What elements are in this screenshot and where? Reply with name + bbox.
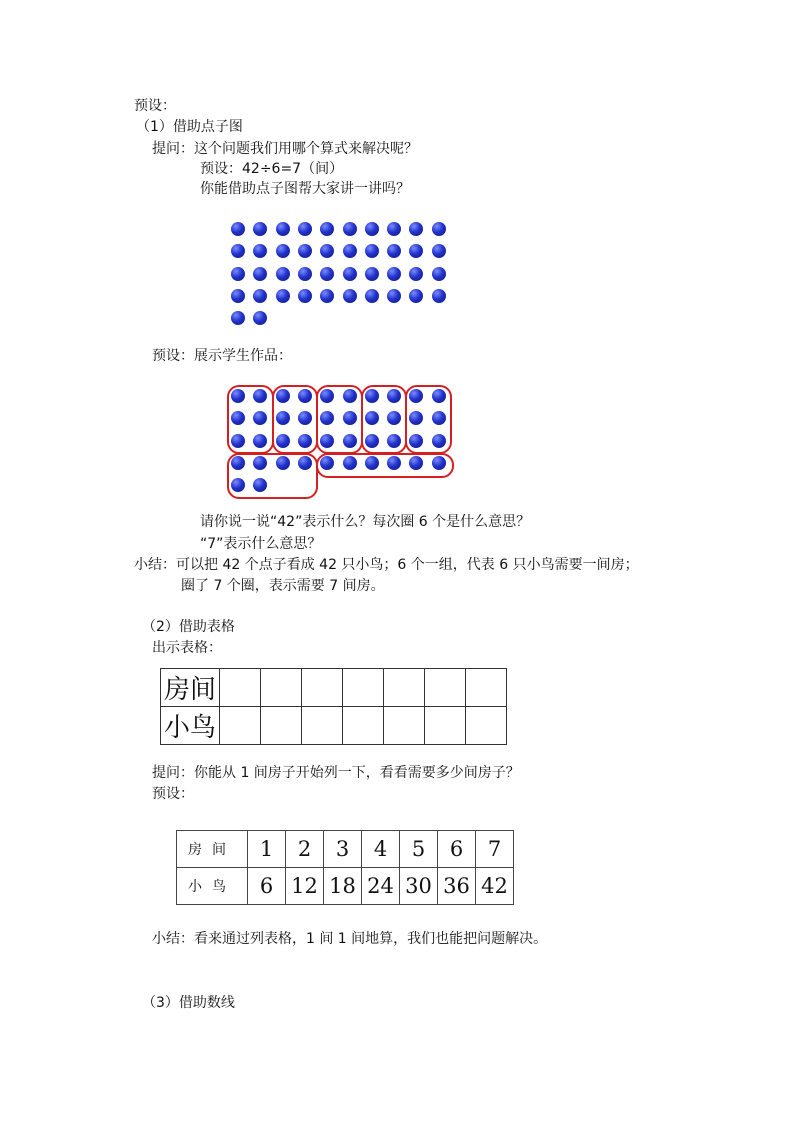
bird-cell: 24 bbox=[362, 868, 400, 905]
group-loop bbox=[227, 385, 274, 454]
dot bbox=[320, 222, 334, 236]
row-label-birds: 小鸟 bbox=[177, 868, 248, 905]
bird-cell: 18 bbox=[324, 868, 362, 905]
empty-cell bbox=[302, 707, 343, 745]
empty-cell bbox=[220, 707, 261, 745]
room-cell: 2 bbox=[286, 831, 324, 868]
dot bbox=[320, 244, 334, 258]
empty-cell bbox=[261, 669, 302, 707]
bird-cell: 12 bbox=[286, 868, 324, 905]
dot bbox=[276, 289, 290, 303]
table-row bbox=[177, 868, 514, 905]
group-loop bbox=[405, 385, 452, 454]
summary-2: 小结：看来通过列表格，1 间 1 间地算，我们也能把问题解决。 bbox=[152, 931, 548, 947]
table-row bbox=[177, 831, 514, 868]
preset-title: 预设： bbox=[134, 98, 176, 114]
dot bbox=[253, 289, 267, 303]
room-cell: 3 bbox=[324, 831, 362, 868]
dot bbox=[276, 222, 290, 236]
question-3: 请你说一说“42”表示什么？每次圈 6 个是什么意思？ bbox=[200, 514, 531, 530]
row-label-rooms: 房间 bbox=[161, 669, 220, 707]
dot bbox=[365, 267, 379, 281]
room-cell: 7 bbox=[476, 831, 514, 868]
room-cell: 4 bbox=[362, 831, 400, 868]
dot bbox=[409, 244, 423, 258]
dot bbox=[432, 244, 446, 258]
question-5: 提问：你能从 1 间房子开始列一下，看看需要多少间房子？ bbox=[152, 765, 520, 781]
dot bbox=[253, 311, 267, 325]
table-row bbox=[161, 707, 507, 745]
dot bbox=[276, 244, 290, 258]
group-loop bbox=[361, 385, 408, 454]
dot bbox=[409, 267, 423, 281]
room-cell: 6 bbox=[438, 831, 476, 868]
dot bbox=[365, 289, 379, 303]
empty-cell bbox=[466, 669, 507, 707]
dot bbox=[343, 289, 357, 303]
dot bbox=[298, 244, 312, 258]
empty-cell bbox=[384, 669, 425, 707]
dot bbox=[231, 222, 245, 236]
question-1: 提问：这个问题我们用哪个算式来解决呢？ bbox=[152, 141, 418, 157]
dot-diagram-grouped bbox=[226, 385, 456, 500]
bird-cell: 42 bbox=[476, 868, 514, 905]
part1-title: （1）借助点子图 bbox=[136, 119, 243, 135]
preset-2: 预设： bbox=[152, 786, 194, 802]
dot bbox=[276, 267, 290, 281]
dot bbox=[387, 289, 401, 303]
dot bbox=[298, 289, 312, 303]
bird-cell: 36 bbox=[438, 868, 476, 905]
dot bbox=[409, 289, 423, 303]
empty-cell bbox=[261, 707, 302, 745]
dot bbox=[298, 267, 312, 281]
dot bbox=[231, 289, 245, 303]
empty-cell bbox=[466, 707, 507, 745]
dot bbox=[253, 222, 267, 236]
dot bbox=[432, 222, 446, 236]
part3-title: （3）借助数线 bbox=[142, 995, 235, 1011]
bird-cell: 6 bbox=[248, 868, 286, 905]
dot bbox=[298, 222, 312, 236]
dot bbox=[320, 289, 334, 303]
empty-cell bbox=[302, 669, 343, 707]
question-2: 你能借助点子图帮大家讲一讲吗？ bbox=[200, 181, 410, 197]
row-label-rooms: 房间 bbox=[177, 831, 248, 868]
summary-1-line-1: 小结：可以把 42 个点子看成 42 只小鸟；6 个一组，代表 6 只小鸟需要一间房； bbox=[134, 557, 639, 573]
empty-cell bbox=[425, 669, 466, 707]
dot-diagram-plain bbox=[231, 222, 451, 332]
empty-cell bbox=[425, 707, 466, 745]
dot bbox=[343, 267, 357, 281]
dot bbox=[231, 267, 245, 281]
group-loop bbox=[272, 385, 319, 454]
dot bbox=[231, 311, 245, 325]
dot bbox=[365, 244, 379, 258]
room-cell: 5 bbox=[400, 831, 438, 868]
table-row bbox=[161, 669, 507, 707]
part2-title: （2）借助表格 bbox=[142, 619, 235, 635]
empty-cell bbox=[220, 669, 261, 707]
preset-equation: 预设：42÷6=7（间） bbox=[200, 161, 344, 177]
dot bbox=[409, 222, 423, 236]
preset-show-work: 预设：展示学生作品： bbox=[152, 348, 292, 364]
show-table-label: 出示表格： bbox=[152, 640, 222, 656]
room-cell: 1 bbox=[248, 831, 286, 868]
dot bbox=[387, 267, 401, 281]
row-label-birds: 小鸟 bbox=[161, 707, 220, 745]
dot bbox=[231, 244, 245, 258]
summary-1-line-2: 圈了 7 个圈，表示需要 7 间房。 bbox=[181, 578, 385, 594]
dot bbox=[387, 244, 401, 258]
bird-cell: 30 bbox=[400, 868, 438, 905]
empty-cell bbox=[343, 669, 384, 707]
dot bbox=[343, 244, 357, 258]
dot bbox=[253, 267, 267, 281]
dot bbox=[320, 267, 334, 281]
empty-cell bbox=[343, 707, 384, 745]
dot bbox=[387, 222, 401, 236]
group-loop bbox=[316, 385, 363, 454]
empty-table bbox=[160, 668, 507, 745]
dot bbox=[432, 289, 446, 303]
filled-table bbox=[176, 830, 514, 905]
dot bbox=[365, 222, 379, 236]
empty-cell bbox=[384, 707, 425, 745]
group-loop bbox=[227, 453, 318, 500]
question-4: “7”表示什么意思？ bbox=[200, 536, 322, 552]
dot bbox=[343, 222, 357, 236]
dot bbox=[253, 244, 267, 258]
dot bbox=[432, 267, 446, 281]
group-loop bbox=[316, 453, 454, 478]
